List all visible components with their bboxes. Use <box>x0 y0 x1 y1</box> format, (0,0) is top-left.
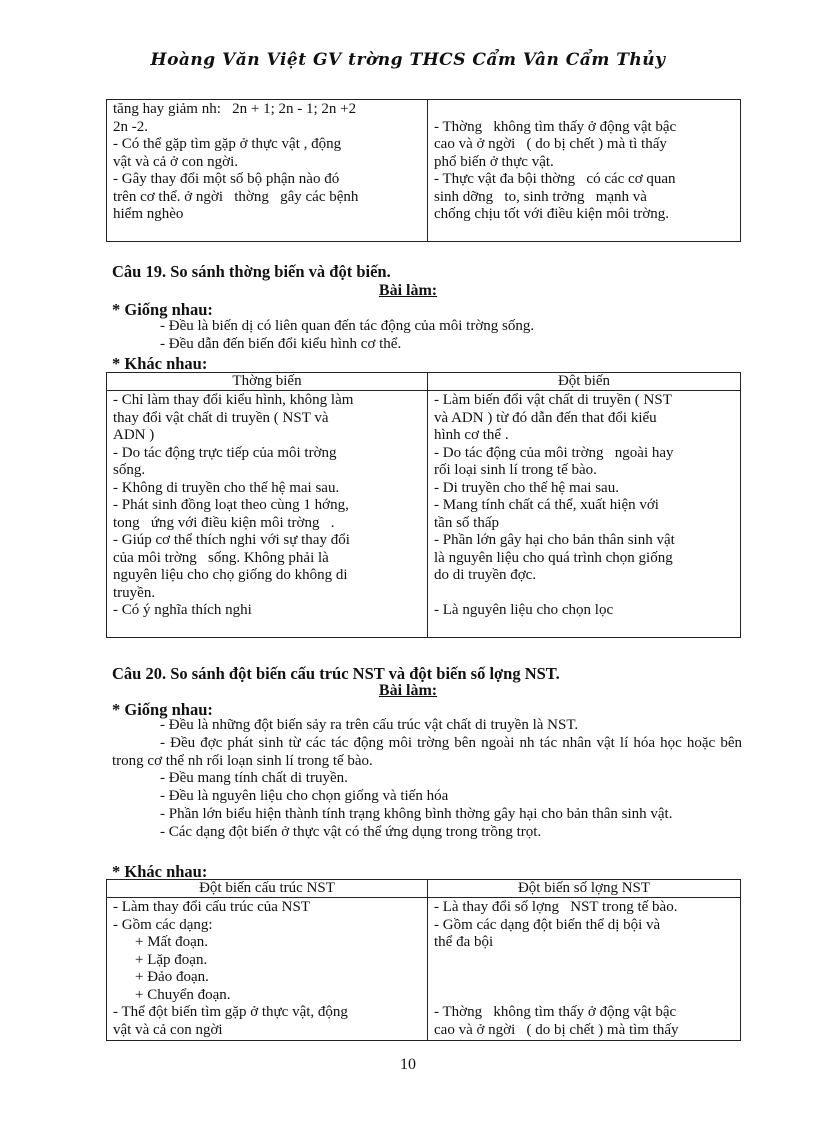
cell-line: thay đổi vật chất di truyền ( NST và <box>113 409 329 426</box>
column-header: Đột biến <box>428 373 741 391</box>
cell-line <box>434 585 734 603</box>
cell-line: - Giúp cơ thể thích nghi với sự thay đổi <box>113 532 350 548</box>
cell-line: do di truyền đợc. <box>434 567 537 583</box>
list-item: - Đều mang tính chất di truyền. <box>160 770 348 787</box>
cell-line: - Là nguyên liệu cho chọn lọc <box>434 602 614 618</box>
cell-line: rối loại sinh lí trong tế bào. <box>434 462 597 478</box>
list-item: - Đều dẫn đến biến đổi kiểu hình cơ thể. <box>160 335 402 352</box>
list-item: - Đều là những đột biến sảy ra trên cấu trúc vật chất di truyền là NST. <box>160 717 579 733</box>
cell-line: hiểm nghèo <box>113 206 184 222</box>
page-header: Hoàng Văn Việt GV trờng THCS Cẩm Vân Cẩm Thủy <box>150 50 666 70</box>
cell-line: - Phần lớn gây hại cho bản thân sinh vật <box>434 532 675 548</box>
cell-line: sống. <box>113 462 146 478</box>
table-cell-right <box>428 391 741 638</box>
list-item: - Đều là biến dị có liên quan đến tác động của môi trờng sống. <box>160 318 535 334</box>
cell-line: tăng hay giảm nh: 2n + 1; 2n - 1; 2n +2 <box>113 101 357 117</box>
cell-line: - Thờng không tìm thấy ở động vật bậc <box>434 1004 677 1020</box>
list-item: - Đều là nguyên liệu cho chọn giống và tiến hóa <box>160 788 449 805</box>
table-cell-right <box>428 898 741 1041</box>
cell-line: + Chuyển đoạn. <box>135 986 231 1003</box>
cell-line: - Không di truyền cho thế hệ mai sau. <box>113 479 340 496</box>
cell-line: - Do tác động của môi trờng ngoài hay <box>434 444 674 461</box>
question-20-title: Câu 20. So sánh đột biến cấu trúc NST và đột biến số lợng NST. <box>112 664 560 683</box>
cell-line: - Mang tính chất cá thể, xuất hiện với <box>434 497 659 513</box>
cell-line: cao và ở ngời ( do bị chết ) mà tìm thấy <box>434 1021 679 1038</box>
table-cell-left <box>107 100 428 242</box>
cell-line: phổ biến ở thực vật. <box>434 153 554 170</box>
cell-line: thể đa bội <box>434 934 494 950</box>
khac-nhau-heading: * Khác nhau: <box>112 862 208 881</box>
cell-line: hình cơ thể . <box>434 427 509 443</box>
cell-line: ADN ) <box>113 427 155 443</box>
cell-line: - Phát sinh đồng loạt theo cùng 1 hớng, <box>113 497 349 513</box>
cell-line: - Thờng không tìm thấy ở động vật bậc <box>434 118 677 135</box>
cell-line <box>434 101 734 119</box>
cell-line: - Là thay đổi số lợng NST trong tế bào. <box>434 899 678 915</box>
cell-line <box>434 969 734 987</box>
cell-line: và ADN ) từ đó dẫn đến that đổi kiểu <box>434 409 657 426</box>
list-item: - Các dạng đột biến ở thực vật có thể ứng dụng trong trồng trọt. <box>160 823 542 840</box>
cell-line: - Gồm các dạng: <box>113 916 213 933</box>
column-header: Đột biến số lợng NST <box>428 880 741 898</box>
cell-line <box>434 952 734 970</box>
bai-lam-heading: Bài làm: <box>378 682 438 699</box>
column-header: Đột biến cấu trúc NST <box>107 880 428 898</box>
cell-line: - Di truyền cho thế hệ mai sau. <box>434 479 619 496</box>
cell-line: - Chỉ làm thay đổi kiểu hình, không làm <box>113 392 354 408</box>
giong-nhau-heading: * Giống nhau: <box>112 300 213 319</box>
cell-line: trên cơ thể. ở ngời thờng gây các bệnh <box>113 188 359 205</box>
giong-nhau-heading: * Giống nhau: <box>112 700 213 719</box>
table-cau-truc-vs-so-luong <box>106 879 741 1041</box>
cell-line: - Gây thay đổi một số bộ phận nào đó <box>113 171 340 187</box>
cell-line <box>434 987 734 1005</box>
cell-line: - Có thể gặp tìm gặp ở thực vật , động <box>113 136 342 152</box>
cell-line: vật và cả ở con ngời. <box>113 153 238 170</box>
cell-line: - Làm biến đổi vật chất di truyền ( NST <box>434 392 672 408</box>
cell-line: chống chịu tốt với điều kiện môi trờng. <box>434 206 669 222</box>
table-cell-right <box>428 100 741 242</box>
cell-line: - Thể đột biến tìm gặp ở thực vật, động <box>113 1004 348 1020</box>
cell-line: - Gồm các dạng đột biến thể dị bội và <box>434 916 661 933</box>
table-cell-left <box>107 391 428 638</box>
page-number: 10 <box>400 1056 416 1073</box>
cell-line: của môi trờng sống. Không phải là <box>113 549 329 566</box>
cell-line: sinh dỡng to, sinh trởng mạnh và <box>434 188 647 205</box>
bai-lam-heading: Bài làm: <box>378 282 438 299</box>
cell-line: nguyên liệu cho chọ giống do không di <box>113 567 348 583</box>
cell-line: truyền. <box>113 584 156 601</box>
cell-line: 2n -2. <box>113 118 148 135</box>
giong-nhau-list <box>112 318 742 354</box>
cell-line: là nguyên liệu cho quá trình chọn giống <box>434 549 673 566</box>
khac-nhau-heading: * Khác nhau: <box>112 354 208 373</box>
cell-line: - Thực vật đa bội thờng có các cơ quan <box>434 171 676 187</box>
table-dot-bien-continued <box>106 99 741 242</box>
cell-line: + Đảo đoạn. <box>135 969 209 985</box>
question-19-title: Câu 19. So sánh thờng biến và đột biến. <box>112 262 391 281</box>
cell-line: - Có ý nghĩa thích nghi <box>113 602 252 618</box>
cell-line: - Do tác động trực tiếp của môi trờng <box>113 444 337 461</box>
cell-line: + Mất đoạn. <box>135 934 209 950</box>
giong-nhau-list <box>112 717 742 842</box>
list-item: - Phần lớn biểu hiện thành tính trạng không bình thờng gây hại cho bản thân sinh vật. <box>160 805 673 822</box>
cell-line: tong ứng với điều kiện môi trờng . <box>113 514 335 531</box>
cell-line: vật và cả con ngời <box>113 1021 223 1038</box>
cell-line: - Làm thay đổi cấu trúc của NST <box>113 899 311 915</box>
cell-line: tần số thấp <box>434 514 499 531</box>
cell-line: cao và ở ngời ( do bị chết ) mà tì thấy <box>434 136 667 152</box>
column-header: Thờng biến <box>107 373 428 391</box>
table-thuong-bien-vs-dot-bien <box>106 372 741 638</box>
list-item: - Đều đợc phát sinh từ các tác động môi trờng bên ngoài nh tác nhân vật lí hóa học hoặc bên trong cơ thể nh rối loạn sinh lí trong tế bào. <box>112 734 742 769</box>
table-cell-left <box>107 898 428 1041</box>
cell-line: + Lặp đoạn. <box>135 951 208 968</box>
